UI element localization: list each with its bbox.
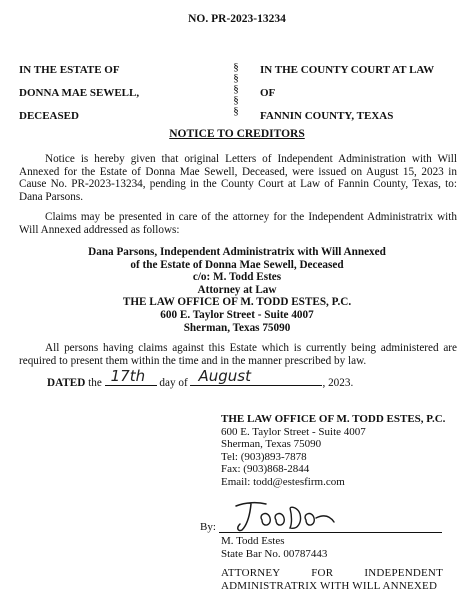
handwritten-month: August <box>198 367 251 386</box>
handwritten-day: 17th <box>110 367 146 386</box>
section-mark: § <box>233 94 239 106</box>
signature-line <box>219 532 442 533</box>
section-mark: § <box>233 83 239 95</box>
caption-right-line-3: FANNIN COUNTY, TEXAS <box>260 110 394 122</box>
section-mark: § <box>233 61 239 73</box>
day-blank <box>105 367 157 386</box>
firm-phone: Tel: (903)893-7878 <box>221 450 307 463</box>
dated-label: DATED <box>47 377 86 389</box>
cause-number: NO. PR-2023-13234 <box>188 13 286 25</box>
firm-address-line: 600 E. Taylor Street - Suite 4007 <box>221 425 366 438</box>
firm-block <box>221 413 445 488</box>
dated-the: the <box>88 377 102 389</box>
caption-right-line-1: IN THE COUNTY COURT AT LAW <box>260 64 435 76</box>
firm-name: THE LAW OFFICE OF M. TODD ESTES, P.C. <box>221 413 446 425</box>
dated-line <box>47 367 354 390</box>
firm-email: Email: todd@estesfirm.com <box>221 475 345 488</box>
caption-left-line-2: DONNA MAE SEWELL, <box>19 87 140 99</box>
signer-block <box>221 535 327 560</box>
by-label: By: <box>200 521 216 533</box>
handwritten-signature <box>232 496 342 536</box>
firm-city-line: Sherman, Texas 75090 <box>221 438 322 451</box>
dated-day-of: day of <box>159 377 188 389</box>
notice-title: NOTICE TO CREDITORS <box>169 128 305 140</box>
address-line: Dana Parsons, Independent Administratrix with Will Annexed <box>88 246 386 258</box>
attorney-role <box>221 567 443 593</box>
claims-deadline-paragraph: All persons having claims against this Estate which is currently being administered are required to present them within the time and in the manner prescribed by law. <box>19 342 457 367</box>
address-line: Sherman, Texas 75090 <box>183 321 291 334</box>
month-blank <box>190 367 322 386</box>
address-line: c/o: M. Todd Estes <box>192 271 282 284</box>
address-line: Attorney at Law <box>197 283 277 296</box>
caption-left-line-3: DECEASED <box>19 110 79 122</box>
caption-right-line-2: OF <box>260 87 276 99</box>
role-line-2: ADMINISTRATRIX WITH WILL ANNEXED <box>221 579 438 592</box>
section-mark: § <box>233 105 239 117</box>
role-line-1: ATTORNEY FOR INDEPENDENT <box>221 567 443 579</box>
signer-name: M. Todd Estes <box>221 535 285 547</box>
claims-paragraph: Claims may be presented in care of the attorney for the Independent Administratrix with Will Annexed addressed as follows: <box>19 211 457 236</box>
firm-fax: Fax: (903)868-2844 <box>221 463 310 476</box>
address-line: THE LAW OFFICE OF M. TODD ESTES, P.C. <box>122 296 352 309</box>
bar-number: State Bar No. 00787443 <box>221 547 328 560</box>
caption-left-line-1: IN THE ESTATE OF <box>19 64 120 76</box>
address-line: of the Estate of Donna Mae Sewell, Deceased <box>130 258 344 271</box>
address-line: 600 E. Taylor Street - Suite 4007 <box>160 308 314 321</box>
section-mark: § <box>233 72 239 84</box>
dated-year: , 2023. <box>322 377 354 389</box>
claims-address-block <box>0 246 474 334</box>
notice-paragraph: Notice is hereby given that original Letters of Independent Administration with Will Annexed for the Estate of Donna Mae Sewell, Deceased, were issued on August 15, 2023 in Cause No. PR-2023-13234, pending in the County Court at Law of Fannin County, Texas, to: Dana Parsons. <box>19 153 457 203</box>
